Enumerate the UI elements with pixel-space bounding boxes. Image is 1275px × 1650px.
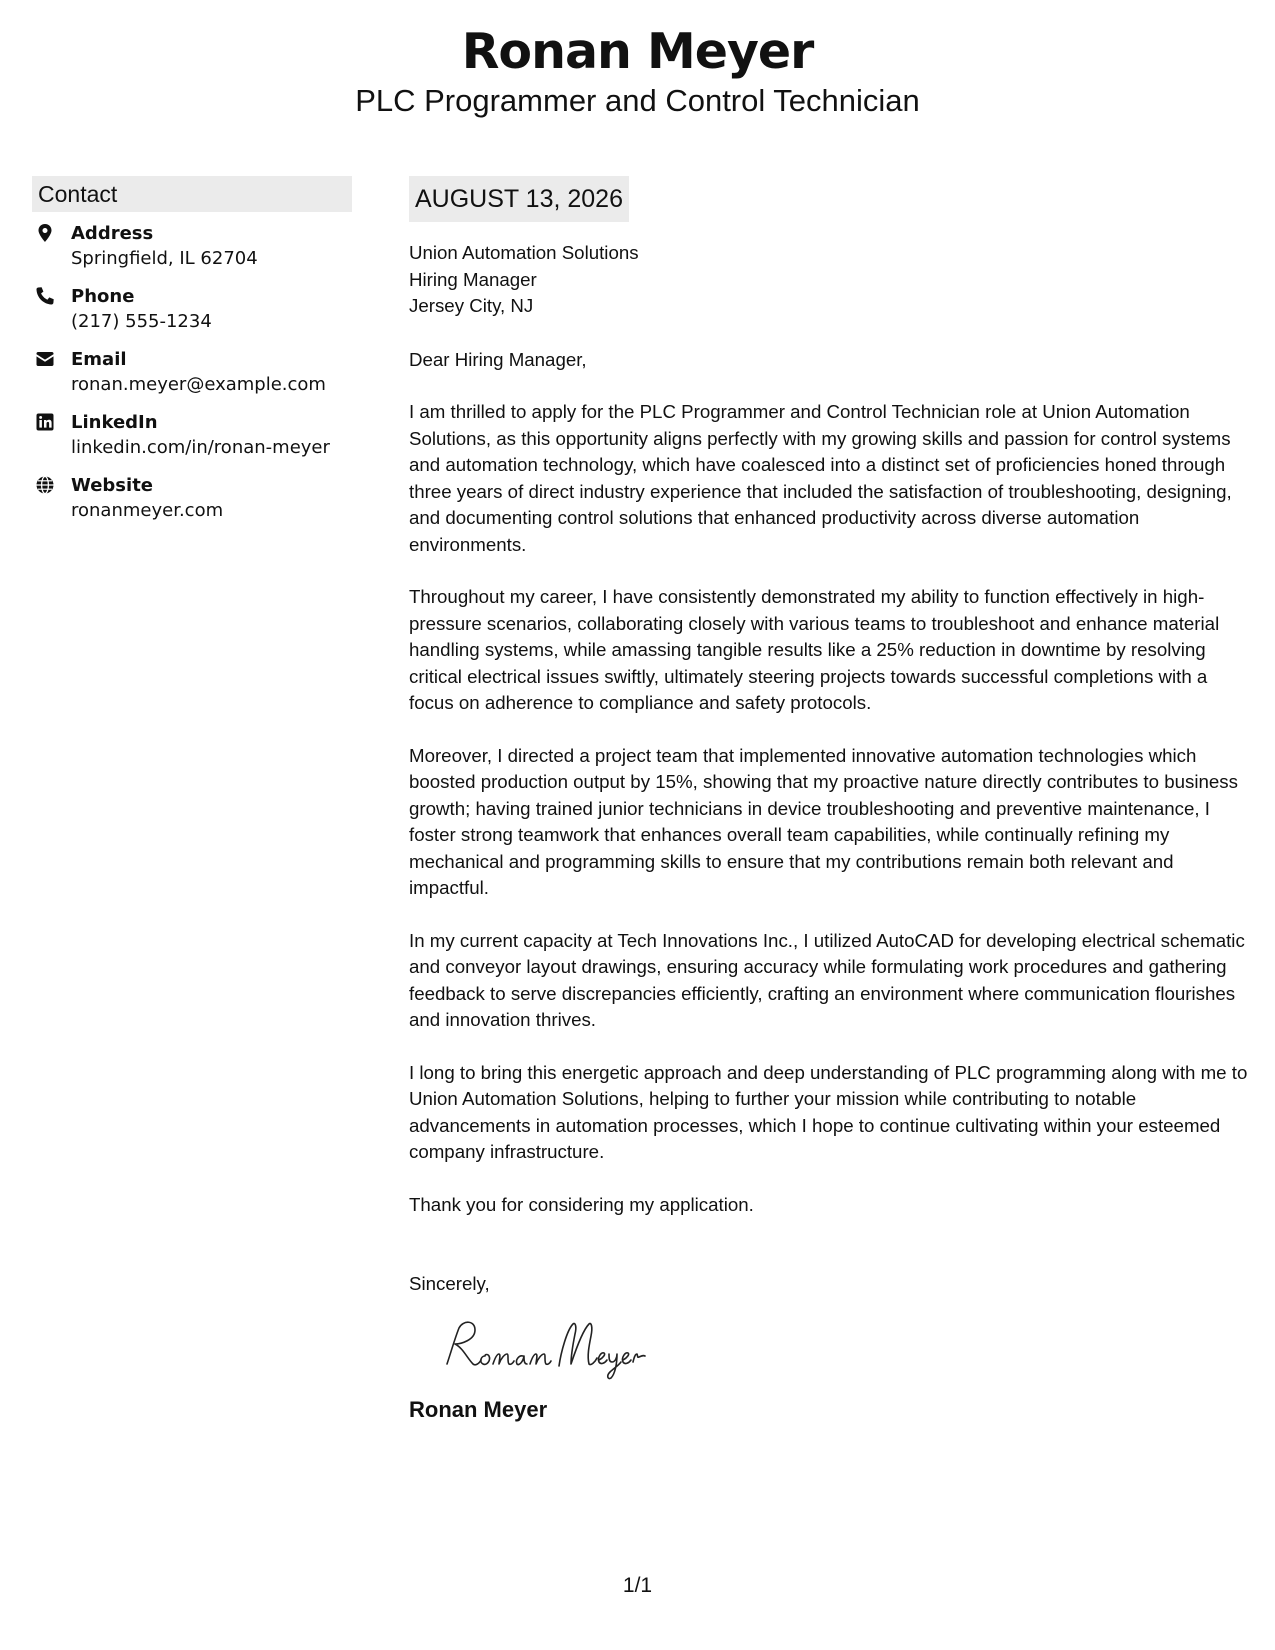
- contact-website: [32, 473, 352, 525]
- contact-linkedin: [32, 410, 352, 462]
- handwritten-signature: [435, 1312, 655, 1382]
- contact-list: [32, 221, 352, 525]
- paragraph: I long to bring this energetic approach and deep understanding of PLC programming along with me to Union Automation Solutions, helping to further your mission while contributing to notable advancements in automation processes, which I hope to continue cultivating within your esteemed company infrastructure.: [409, 1061, 1248, 1162]
- phone-value: (217) 555-1234: [71, 311, 212, 332]
- map-pin-icon: [35, 223, 55, 243]
- envelope-icon: [35, 349, 55, 369]
- linkedin-value: linkedin.com/in/ronan-meyer: [71, 437, 330, 458]
- contact-label: Website: [71, 475, 154, 496]
- paragraph: Moreover, I directed a project team that implemented innovative automation technologies which boosted production output by 15%, showing that my proactive nature directly contributes to business growth; having trained junior technicians in device troubleshooting and preventive maintenance, I foster strong teamwork that enhances overall team capabilities, while continually refining my mechanical and programming skills to ensure that my contributions remain both relevant and impactful.: [409, 744, 1238, 898]
- website-value: ronanmeyer.com: [71, 500, 224, 521]
- paragraph: In my current capacity at Tech Innovations Inc., I utilized AutoCAD for developing electrical schematic and conveyor layout drawings, ensuring accuracy while formulating work procedures and gathering feedback to serve discrepancies efficiently, crafting an environment where communication flourishes and innovation thrives.: [409, 929, 1245, 1030]
- contact-label: LinkedIn: [71, 412, 158, 433]
- contact-phone: [32, 284, 352, 336]
- contact-section-title: Contact: [32, 176, 352, 212]
- recipient-location: Jersey City, NJ: [409, 295, 534, 316]
- contact-label: Email: [71, 349, 127, 370]
- applicant-name: Ronan Meyer: [461, 23, 814, 80]
- letter-body: [409, 176, 1254, 1424]
- contact-sidebar: [32, 176, 352, 536]
- contact-email: [32, 347, 352, 399]
- email-value: ronan.meyer@example.com: [71, 374, 326, 395]
- recipient-block: [409, 240, 1254, 320]
- salutation: Dear Hiring Manager,: [409, 348, 587, 370]
- letter-header: [0, 22, 1275, 120]
- paragraph: I am thrilled to apply for the PLC Programmer and Control Technician role at Union Automation Solutions, as this opportunity aligns perfectly with my growing skills and passion for control systems and automation technology, which have coalesced into a distinct set of proficiencies honed through three years of direct industry experience that included the satisfaction of troubleshooting, designing, and documenting control solutions that enhanced productivity across diverse automation environments.: [409, 401, 1232, 555]
- phone-icon: [35, 286, 55, 306]
- globe-icon: [35, 475, 55, 495]
- letter-date: AUGUST 13, 2026: [409, 176, 629, 222]
- signer-name: Ronan Meyer: [409, 1396, 548, 1422]
- paragraph: Throughout my career, I have consistently demonstrated my ability to function effectively in high-pressure scenarios, collaborating closely with various teams to troubleshoot and enhance material handling systems, while amassing tangible results like a 25% reduction in downtime by resolving critical electrical issues swiftly, ultimately steering projects towards successful completions with a focus on adherence to compliance and safety protocols.: [409, 586, 1220, 713]
- page-number: 1/1: [622, 1574, 653, 1597]
- recipient-company: Union Automation Solutions: [409, 242, 639, 263]
- paragraph: Thank you for considering my application.: [409, 1193, 754, 1215]
- contact-address: [32, 221, 352, 273]
- recipient-role: Hiring Manager: [409, 268, 537, 290]
- contact-label: Address: [71, 223, 154, 244]
- closing: Sincerely,: [409, 1273, 490, 1294]
- applicant-title: PLC Programmer and Control Technician: [355, 83, 920, 118]
- contact-label: Phone: [71, 286, 135, 307]
- address-value: Springfield, IL 62704: [71, 248, 258, 269]
- linkedin-icon: [35, 412, 55, 432]
